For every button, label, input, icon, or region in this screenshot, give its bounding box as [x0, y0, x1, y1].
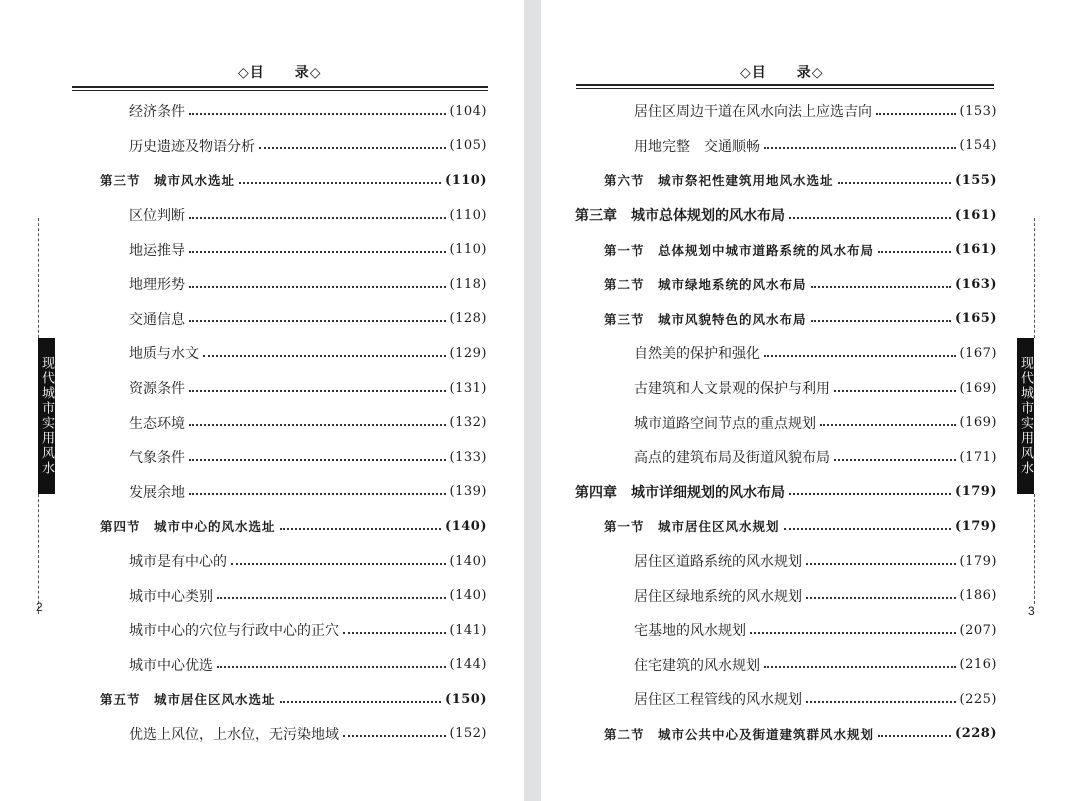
dot-leader [343, 734, 446, 737]
toc-entry-title: 地运推导 [129, 242, 185, 259]
toc-entry[interactable] [100, 198, 487, 233]
dot-leader [239, 181, 441, 184]
toc-entry[interactable] [100, 717, 487, 752]
toc-entry-page: (153) [959, 103, 997, 119]
toc-entry-page: (140) [449, 588, 487, 604]
toc-entry-title: 城市中心的穴位与行政中心的正穴 [129, 623, 339, 640]
dot-leader [876, 112, 956, 115]
toc-entry[interactable] [100, 405, 487, 440]
dot-leader [806, 562, 956, 565]
toc-entry-page: (161) [955, 207, 997, 223]
dot-leader [280, 700, 442, 703]
dot-leader [820, 423, 956, 426]
toc-entry-page: (165) [955, 311, 997, 327]
toc-entry-title: 古建筑和人文景观的保护与利用 [634, 381, 830, 398]
header-rule [576, 84, 994, 86]
side-dashed-line [1034, 494, 1035, 604]
toc-entry-page: (179) [955, 484, 997, 500]
toc-entry-page: (128) [449, 311, 487, 327]
toc-entry-page: (110) [445, 172, 487, 188]
toc-entry-page: (150) [445, 691, 487, 707]
toc-entry[interactable] [100, 336, 487, 371]
dot-leader [189, 319, 446, 322]
toc-entry-page: (171) [959, 449, 997, 465]
toc-entry-page: (141) [449, 622, 487, 638]
dot-leader [764, 665, 956, 668]
side-dashed-line [38, 494, 39, 614]
toc-entry[interactable] [575, 371, 997, 406]
dot-leader [878, 734, 951, 737]
toc-entry-title: 住宅建筑的风水规划 [634, 657, 760, 674]
dot-leader [189, 216, 446, 219]
toc-entry[interactable] [575, 198, 997, 233]
toc-entry-page: (216) [959, 657, 997, 673]
toc-entry-page: (169) [959, 380, 997, 396]
dot-leader [189, 250, 446, 253]
page-number: 3 [1028, 604, 1035, 618]
toc-entry-page: (154) [959, 138, 997, 154]
toc-entry-title: 城市中心类别 [129, 588, 213, 605]
toc-entry[interactable] [100, 544, 487, 579]
page-header: ◇目 录◇ [740, 65, 824, 81]
toc-entry-title: 城市道路空间节点的重点规划 [634, 415, 816, 432]
dot-leader [834, 458, 956, 461]
toc-entry-title: 生态环境 [129, 415, 185, 432]
toc-entry[interactable] [100, 475, 487, 510]
toc-entry-title: 第一节 总体规划中城市道路系统的风水布局 [604, 242, 875, 258]
toc-list [100, 94, 487, 751]
toc-entry[interactable] [100, 371, 487, 406]
dot-leader [811, 319, 952, 322]
toc-entry[interactable] [100, 267, 487, 302]
toc-entry[interactable] [100, 302, 487, 337]
toc-entry-title: 优选上风位，上水位，无污染地域 [129, 726, 339, 743]
toc-entry[interactable] [575, 336, 997, 371]
dot-leader [343, 631, 446, 634]
toc-entry-title: 第五节 城市居住区风水选址 [100, 692, 276, 708]
dot-leader [764, 146, 956, 149]
side-label-tab: 现代城市实用风水 [1017, 338, 1034, 494]
toc-entry-page: (140) [449, 553, 487, 569]
dot-leader [806, 596, 956, 599]
dot-leader [217, 596, 446, 599]
toc-entry[interactable] [575, 613, 997, 648]
toc-entry-page: (186) [959, 588, 997, 604]
dot-leader [189, 423, 446, 426]
toc-entry-title: 第三节 城市风貌特色的风水布局 [604, 311, 807, 327]
toc-entry[interactable] [575, 682, 997, 717]
toc-entry[interactable] [575, 302, 997, 337]
dot-leader [231, 562, 446, 565]
toc-entry-page: (225) [959, 691, 997, 707]
toc-entry-title: 第一节 城市居住区风水规划 [604, 519, 780, 535]
toc-entry-title: 发展余地 [129, 484, 185, 501]
toc-entry-title: 交通信息 [129, 311, 185, 328]
toc-entry-page: (140) [445, 518, 487, 534]
toc-entry-page: (144) [449, 657, 487, 673]
toc-entry-title: 第二节 城市绿地系统的风水布局 [604, 277, 807, 293]
toc-entry[interactable] [575, 578, 997, 613]
dot-leader [764, 354, 956, 357]
toc-entry[interactable] [100, 578, 487, 613]
toc-entry-title: 地理形势 [129, 277, 185, 294]
toc-list [575, 94, 997, 751]
toc-entry[interactable] [575, 129, 997, 164]
toc-entry-page: (167) [959, 345, 997, 361]
toc-entry-page: (139) [449, 484, 487, 500]
toc-entry-title: 气象条件 [129, 450, 185, 467]
toc-entry-title: 城市是有中心的 [129, 554, 227, 571]
toc-entry[interactable] [100, 129, 487, 164]
side-label-tab: 现代城市实用风水 [38, 338, 55, 494]
toc-entry[interactable] [575, 267, 997, 302]
header-rule-thin [72, 90, 488, 91]
toc-entry-title: 用地完整 交通顺畅 [634, 138, 760, 155]
toc-entry[interactable] [100, 440, 487, 475]
toc-entry-title: 资源条件 [129, 381, 185, 398]
toc-entry-page: (133) [449, 449, 487, 465]
toc-entry[interactable] [100, 682, 487, 717]
toc-entry[interactable] [575, 475, 997, 510]
dot-leader [750, 631, 956, 634]
toc-entry-title: 居住区绿地系统的风水规划 [634, 588, 802, 605]
toc-entry-title: 区位判断 [129, 208, 185, 225]
page-header: ◇目 录◇ [238, 65, 322, 81]
toc-entry-page: (163) [955, 276, 997, 292]
dot-leader [259, 146, 446, 149]
toc-entry[interactable] [100, 232, 487, 267]
dot-leader [189, 458, 446, 461]
dot-leader [789, 492, 951, 495]
toc-entry-title: 地质与水文 [129, 346, 199, 363]
toc-entry[interactable] [575, 163, 997, 198]
toc-entry-page: (105) [449, 138, 487, 154]
dot-leader [834, 389, 956, 392]
toc-entry-page: (179) [955, 518, 997, 534]
toc-entry-title: 历史遗迹及物语分析 [129, 138, 255, 155]
dot-leader [203, 354, 446, 357]
dot-leader [784, 527, 952, 530]
toc-entry[interactable] [100, 613, 487, 648]
toc-entry[interactable] [100, 648, 487, 683]
toc-entry[interactable] [575, 440, 997, 475]
toc-entry-page: (131) [449, 380, 487, 396]
toc-entry-page: (161) [955, 242, 997, 258]
dot-leader [838, 181, 952, 184]
toc-entry-title: 经济条件 [129, 104, 185, 121]
dot-leader [189, 285, 446, 288]
toc-entry[interactable] [575, 648, 997, 683]
toc-entry[interactable] [575, 509, 997, 544]
toc-entry-title: 第六节 城市祭祀性建筑用地风水选址 [604, 173, 834, 189]
toc-entry[interactable] [575, 94, 997, 129]
toc-entry-page: (179) [959, 553, 997, 569]
toc-entry-title: 第二节 城市公共中心及街道建筑群风水规划 [604, 726, 875, 742]
side-dashed-line [1034, 218, 1035, 338]
toc-entry-title: 城市中心优选 [129, 657, 213, 674]
toc-entry-page: (155) [955, 172, 997, 188]
toc-entry-title: 第三节 城市风水选址 [100, 173, 236, 189]
dot-leader [189, 389, 446, 392]
toc-entry-page: (118) [449, 276, 487, 292]
toc-entry-title: 居住区周边干道在风水向法上应选吉向 [634, 104, 872, 121]
dot-leader [217, 665, 446, 668]
toc-entry[interactable] [100, 509, 487, 544]
toc-entry-page: (152) [449, 726, 487, 742]
toc-entry-title: 第四节 城市中心的风水选址 [100, 519, 276, 535]
toc-entry[interactable] [575, 544, 997, 579]
toc-entry-page: (104) [449, 103, 487, 119]
toc-entry-page: (169) [959, 415, 997, 431]
toc-entry[interactable] [100, 163, 487, 198]
toc-entry-title: 高点的建筑布局及街道风貌布局 [634, 450, 830, 467]
toc-entry-title: 居住区工程管线的风水规划 [634, 692, 802, 709]
toc-entry[interactable] [575, 405, 997, 440]
toc-entry-title: 自然美的保护和强化 [634, 346, 760, 363]
toc-entry-page: (110) [449, 207, 487, 223]
dot-leader [789, 216, 951, 219]
dot-leader [806, 700, 956, 703]
toc-entry-page: (207) [959, 622, 997, 638]
header-rule [72, 86, 488, 88]
toc-entry-page: (132) [449, 415, 487, 431]
toc-entry-title: 第四章 城市详细规划的风水布局 [575, 484, 785, 501]
dot-leader [878, 250, 951, 253]
right-page [541, 0, 1065, 801]
dot-leader [189, 112, 446, 115]
toc-entry-page: (110) [449, 242, 487, 258]
toc-entry-page: (129) [449, 345, 487, 361]
toc-entry[interactable] [575, 717, 997, 752]
toc-entry-title: 居住区道路系统的风水规划 [634, 554, 802, 571]
dot-leader [811, 285, 952, 288]
dot-leader [280, 527, 442, 530]
page-number: 2 [36, 600, 43, 614]
left-page [0, 0, 524, 801]
toc-entry-page: (228) [955, 726, 997, 742]
header-rule-thin [576, 88, 994, 89]
toc-entry-title: 宅基地的风水规划 [634, 623, 746, 640]
side-dashed-line [38, 218, 39, 338]
dot-leader [189, 492, 446, 495]
toc-entry-title: 第三章 城市总体规划的风水布局 [575, 208, 785, 225]
toc-entry[interactable] [575, 232, 997, 267]
toc-entry[interactable] [100, 94, 487, 129]
